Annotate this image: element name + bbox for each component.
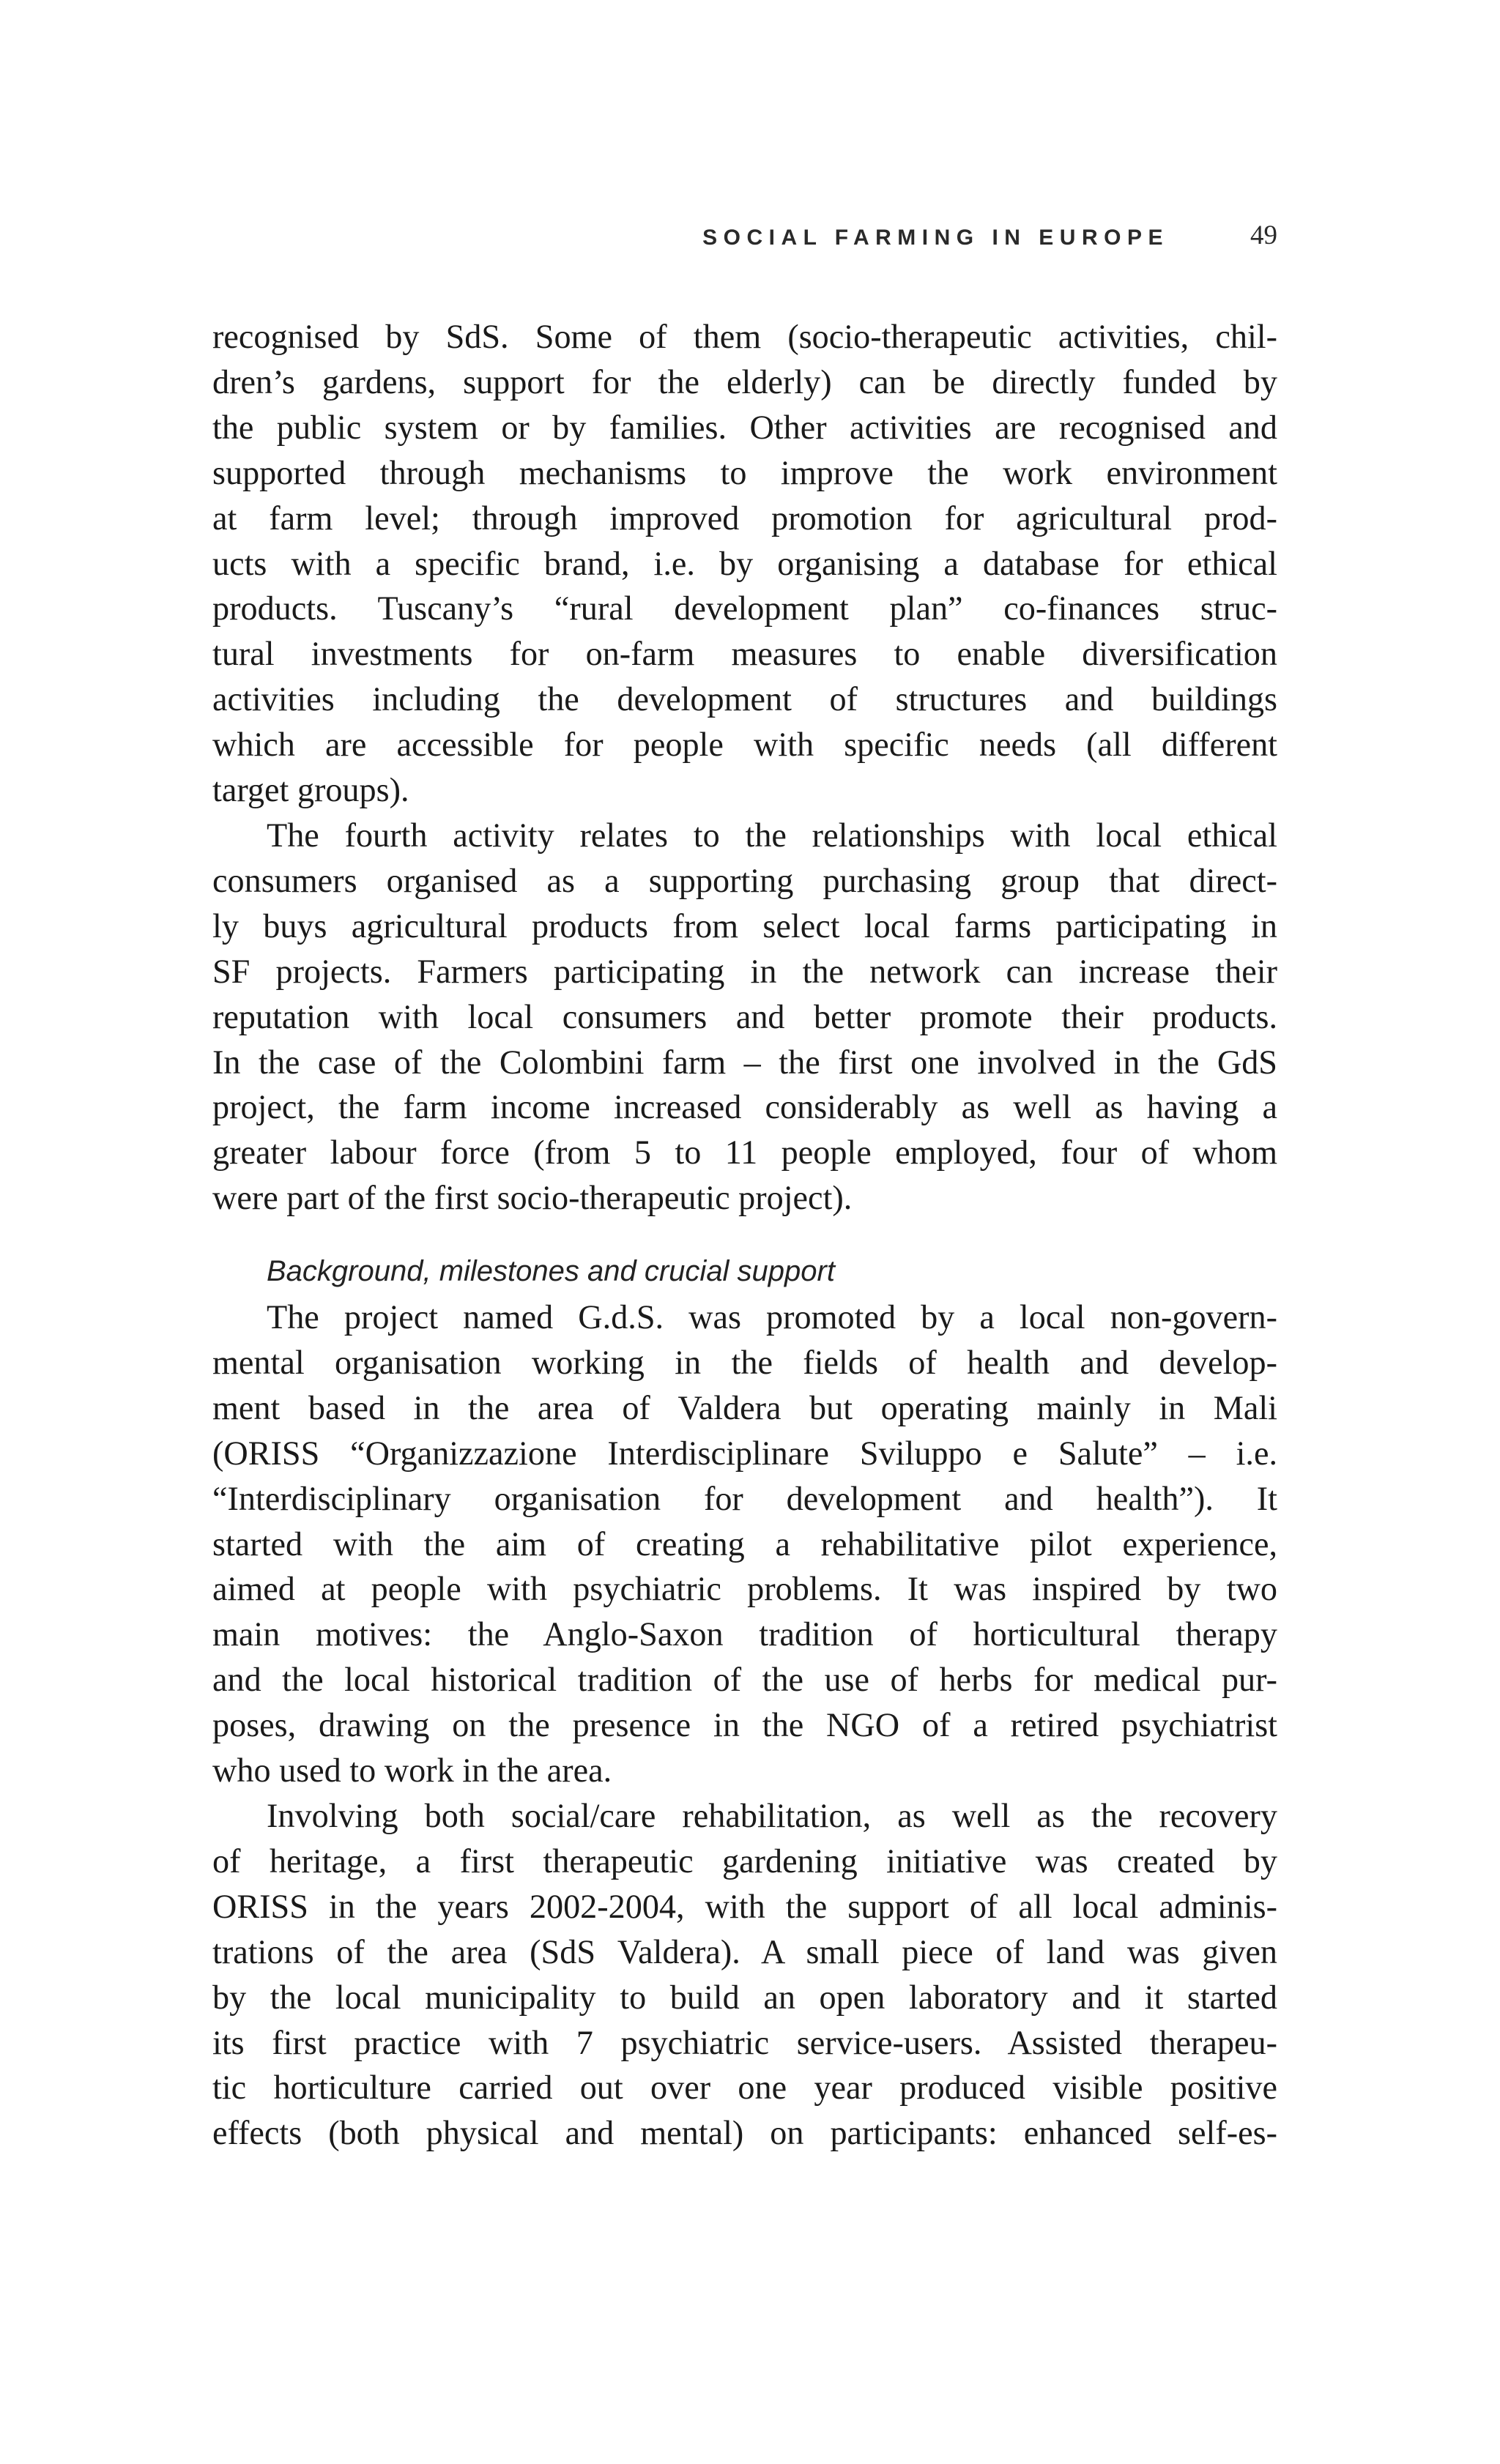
text-line: who used to work in the area. — [212, 1752, 612, 1790]
text-line: at farm level; through improved promotion for agricultural prod- — [212, 499, 1277, 537]
text-line: by the local municipality to build an open laboratory and it started — [212, 1978, 1277, 2016]
text-line: the public system or by families. Other activities are recognised and — [212, 408, 1277, 446]
section-subheading: Background, milestones and crucial support — [267, 1255, 835, 1288]
text-line: were part of the first socio-therapeutic project). — [212, 1179, 853, 1217]
text-line: ment based in the area of Valdera but operating mainly in Mali — [212, 1388, 1277, 1426]
text-line: consumers organised as a supporting purchasing group that direct- — [212, 861, 1277, 899]
text-line: which are accessible for people with specific needs (all different — [212, 726, 1277, 764]
text-line: SF projects. Farmers participating in the network can increase their — [212, 952, 1277, 990]
text-line: target groups). — [212, 771, 409, 809]
text-line: poses, drawing on the presence in the NGO of a retired psychiatrist — [212, 1706, 1277, 1744]
text-line: project, the farm income increased considerably as well as having a — [212, 1088, 1277, 1126]
section-gap — [212, 1221, 1277, 1249]
paragraph — [212, 1793, 1277, 2156]
text-line: dren’s gardens, support for the elderly) can be directly funded by — [212, 362, 1277, 401]
text-line: tic horticulture carried out over one year produced visible positive — [212, 2069, 1277, 2107]
text-line: (ORISS “Organizzazione Interdisciplinare Sviluppo e Salute” – i.e. — [212, 1434, 1277, 1472]
text-line: effects (both physical and mental) on participants: enhanced self-es- — [212, 2114, 1277, 2152]
text-line: products. Tuscany’s “rural development plan” co-finances struc- — [212, 589, 1277, 628]
text-line: In the case of the Colombini farm – the first one involved in the GdS — [212, 1043, 1277, 1081]
text-line: aimed at people with psychiatric problems. It was inspired by two — [212, 1570, 1277, 1608]
text-line: “Interdisciplinary organisation for development and health”). It — [212, 1479, 1277, 1517]
paragraph — [212, 1295, 1277, 1793]
body-text — [212, 314, 1277, 2156]
text-line: of heritage, a first therapeutic gardening initiative was created by — [212, 1842, 1277, 1880]
running-title: SOCIAL FARMING IN EUROPE — [702, 226, 1169, 250]
text-line: and the local historical tradition of the use of herbs for medical pur- — [212, 1661, 1277, 1699]
text-line: The project named G.d.S. was promoted by a local non-govern- — [267, 1298, 1277, 1336]
text-line: The fourth activity relates to the relationships with local ethical — [267, 816, 1277, 854]
text-line: its first practice with 7 psychiatric service-users. Assisted therapeu- — [212, 2023, 1277, 2061]
paragraph — [212, 813, 1277, 1221]
text-line: ORISS in the years 2002-2004, with the support of all local adminis- — [212, 1887, 1277, 1925]
text-line: recognised by SdS. Some of them (socio-therapeutic activities, chil- — [212, 318, 1277, 355]
text-line: greater labour force (from 5 to 11 people employed, four of whom — [212, 1134, 1277, 1172]
text-line: reputation with local consumers and better promote their products. — [212, 997, 1277, 1035]
text-line: trations of the area (SdS Valdera). A small piece of land was given — [212, 1932, 1277, 1970]
page-number: 49 — [1250, 220, 1277, 250]
text-line: supported through mechanisms to improve the work environment — [212, 453, 1277, 491]
text-line: tural investments for on-farm measures to enable diversification — [212, 635, 1277, 673]
text-line: ucts with a specific brand, i.e. by organising a database for ethical — [212, 544, 1277, 582]
running-head — [212, 220, 1277, 256]
paragraph — [212, 314, 1277, 813]
text-line: started with the aim of creating a rehabilitative pilot experience, — [212, 1525, 1277, 1563]
text-line: mental organisation working in the fields of health and develop- — [212, 1343, 1277, 1381]
text-line: ly buys agricultural products from select local farms participating in — [212, 907, 1277, 945]
text-line: activities including the development of structures and buildings — [212, 680, 1277, 718]
text-line: Involving both social/care rehabilitation, as well as the recovery — [267, 1797, 1277, 1834]
text-line: main motives: the Anglo-Saxon tradition of horticultural therapy — [212, 1615, 1277, 1653]
